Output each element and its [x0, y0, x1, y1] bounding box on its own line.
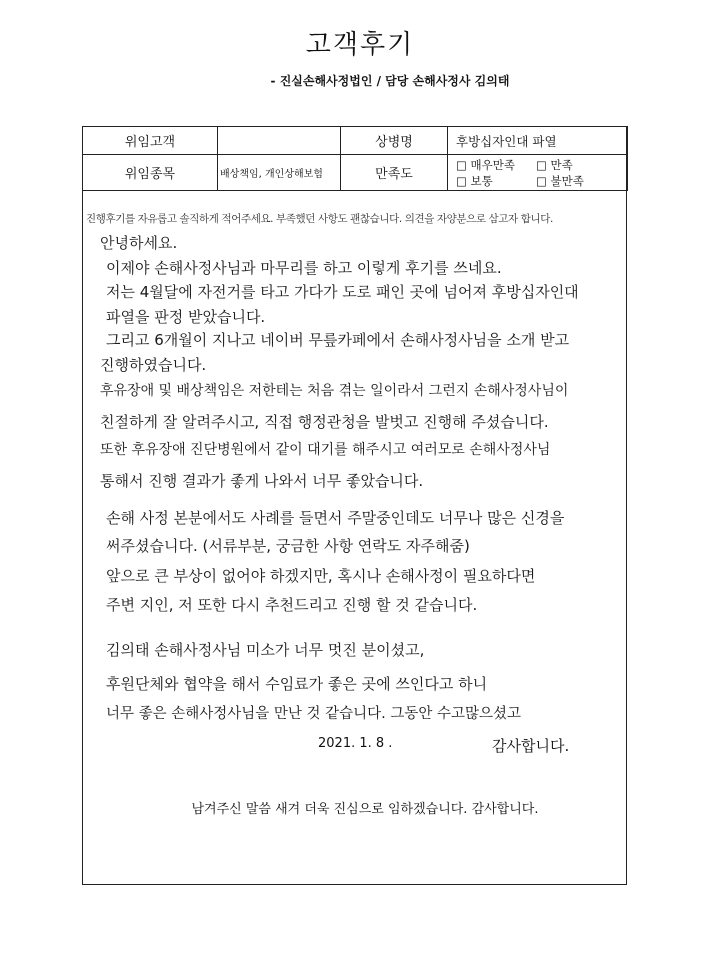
review-line: 후유장애 및 배상책임은 저한테는 처음 겪는 일이라서 그런지 손해사정사님이: [100, 383, 569, 399]
review-line: 이제야 손해사정사님과 마무리를 하고 이렇게 후기를 쓰네요.: [106, 259, 502, 277]
review-closing: 감사합니다.: [492, 737, 570, 755]
review-line: 그리고 6개월이 지나고 네이버 무릎카페에서 손해사정사님을 소개 받고: [106, 331, 570, 349]
review-line: 손해 사정 본분에서도 사례를 들면서 주말중인데도 너무나 많은 신경을: [106, 509, 565, 527]
review-date: 2021. 1. 8 .: [318, 736, 393, 751]
review-line: 후원단체와 협약을 해서 수임료가 좋은 곳에 쓰인다고 하니: [106, 675, 488, 693]
satisfaction-options: [448, 155, 628, 191]
review-line: 주변 지인, 저 또한 다시 추천드리고 진행 할 것 같습니다.: [106, 596, 478, 614]
review-line: 통해서 진행 결과가 좋게 나와서 너무 좋았습니다.: [100, 472, 424, 490]
client-info-table: [82, 126, 628, 191]
document-subtitle: - 진실손해사정법인 / 담당 손해사정사 김의태: [270, 74, 510, 88]
review-line: 안녕하세요.: [100, 234, 178, 252]
option-very-satisfied: □ 매우만족: [456, 157, 515, 172]
review-line: 써주셨습니다. (서류부분, 궁금한 사항 연락도 자주해줌): [106, 537, 470, 555]
review-line: 진행하였습니다.: [100, 356, 207, 374]
satisfaction-row-1: [456, 157, 627, 173]
satisfaction-row-2: [456, 173, 627, 189]
option-satisfied: □ 만족: [536, 157, 573, 172]
option-neutral: □ 보통: [456, 173, 493, 188]
review-line: 김의태 손해사정사님 미소가 너무 멋진 분이셨고,: [106, 641, 425, 659]
review-line: 앞으로 큰 부상이 없어야 하겠지만, 혹시나 손해사정이 필요하다면: [106, 567, 536, 585]
client-value: [218, 127, 341, 155]
instruction-text: 진행후기를 자유롭고 솔직하게 적어주세요. 부족했던 사항도 괜찮습니다. 의견을 자양분으로 삼고자 합니다.: [86, 213, 553, 225]
option-dissatisfied: □ 불만족: [536, 173, 584, 188]
item-value: 배상책임, 개인상해보험: [218, 155, 341, 191]
item-label: 위임종목: [83, 155, 218, 191]
review-line: 또한 후유장애 진단병원에서 같이 대기를 해주시고 여러모로 손해사정사님: [100, 442, 551, 458]
document-title: 고객후기: [305, 30, 415, 60]
footer-message: 남겨주신 말씀 새겨 더욱 진심으로 임하겠습니다. 감사합니다.: [191, 802, 539, 817]
satisfaction-label: 만족도: [341, 155, 448, 191]
review-line: 친절하게 잘 알려주시고, 직접 행정관청을 발벗고 진행해 주셨습니다.: [100, 413, 549, 431]
review-line: 저는 4월달에 자전거를 타고 가다가 도로 패인 곳에 넘어져 후방십자인대: [106, 283, 579, 301]
review-line: 파열을 판정 받았습니다.: [106, 308, 266, 326]
review-line: 너무 좋은 손해사정사님을 만난 것 같습니다. 그동안 수고많으셨고: [106, 706, 522, 722]
disease-value: 후방십자인대 파열: [448, 127, 628, 155]
disease-label: 상병명: [341, 127, 448, 155]
client-label: 위임고객: [83, 127, 218, 155]
